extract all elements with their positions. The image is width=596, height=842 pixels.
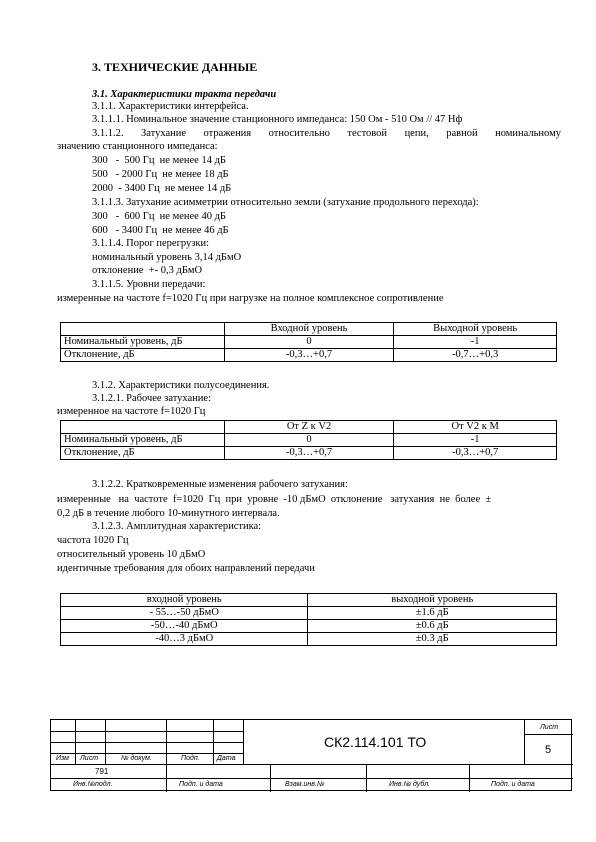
text-line: 3.1.2.2. Кратковременные изменения рабочего затухания: bbox=[92, 479, 348, 490]
table-header-row bbox=[61, 323, 557, 336]
range-line: 2000 - 3400 Гц не менее 14 дБ bbox=[92, 183, 232, 194]
table-row bbox=[61, 447, 557, 460]
table-cell: -40…3 дБмО bbox=[61, 633, 308, 646]
text-line: номинальный уровень 3,14 дБмО bbox=[92, 252, 242, 263]
text-line: 3.1.1.4. Порог перегрузки: bbox=[92, 238, 210, 249]
table-row bbox=[61, 349, 557, 362]
table-cell: -0,3…+0,7 bbox=[224, 447, 394, 460]
range-line: 300 - 500 Гц не менее 14 дБ bbox=[92, 155, 226, 166]
half-connection-table bbox=[60, 420, 557, 460]
table-cell: Отклонение, дБ bbox=[61, 447, 225, 460]
text-line: отклонение +- 0,3 дБмО bbox=[92, 265, 203, 276]
stamp-column-label: Подп. bbox=[181, 755, 200, 762]
table-header-cell: Входной уровень bbox=[224, 323, 394, 336]
table-cell: -50…-40 дБмО bbox=[61, 620, 308, 633]
stamp-column-label: Дата bbox=[217, 755, 236, 762]
table-header-cell: входной уровень bbox=[61, 594, 308, 607]
stamp-column-label: Лист bbox=[80, 755, 99, 762]
sheet-number: 5 bbox=[545, 744, 552, 756]
stamp-footer-label: Инв.№ дубл. bbox=[389, 781, 431, 788]
text-line: 3.1.1. Характеристики интерфейса. bbox=[92, 101, 249, 112]
title-block-stamp bbox=[50, 719, 572, 791]
text-line: частота 1020 Гц bbox=[57, 535, 129, 546]
stamp-footer-label: Инв.№подл. bbox=[73, 781, 113, 788]
table-row bbox=[61, 620, 557, 633]
table-cell: -1 bbox=[394, 336, 557, 349]
stamp-column-label: № докум. bbox=[121, 755, 152, 762]
table-cell: ±1.6 дБ bbox=[308, 607, 557, 620]
table-cell: 0 bbox=[224, 434, 394, 447]
inventory-number: 791 bbox=[95, 767, 109, 776]
table-header-row bbox=[61, 594, 557, 607]
table-cell: Номинальный уровень, дБ bbox=[61, 434, 225, 447]
document-code: СК2.114.101 ТО bbox=[324, 734, 427, 750]
stamp-footer-label: Подп. и дата bbox=[179, 781, 223, 788]
table-header-row bbox=[61, 421, 557, 434]
table-cell: -0,3…+0,7 bbox=[224, 349, 394, 362]
text-line: измеренные на частоте f=1020 Гц при нагрузке на полное комплексное сопротивление bbox=[57, 293, 444, 304]
table-cell: -1 bbox=[394, 434, 557, 447]
table-row bbox=[61, 336, 557, 349]
table-header-cell: От Z к V2 bbox=[224, 421, 394, 434]
table-header-cell: От V2 к M bbox=[394, 421, 557, 434]
table-cell: ±0.6 дБ bbox=[308, 620, 557, 633]
table-cell: - 55…-50 дБмО bbox=[61, 607, 308, 620]
text-line: 3.1.2.1. Рабочее затухание: bbox=[92, 393, 211, 404]
table-cell: ±0.3 дБ bbox=[308, 633, 557, 646]
stamp-footer-label: Подп. и дата bbox=[491, 781, 535, 788]
text-line: 3.1.1.2. Затухание отражения относительно тестовой цепи, равной номинальному bbox=[92, 128, 561, 139]
amplitude-table bbox=[60, 593, 557, 646]
text-line: измеренные на частоте f=1020 Гц при уровне -10 дБмО отклонение затухания не более ± bbox=[57, 494, 492, 505]
table-header-cell: Выходной уровень bbox=[394, 323, 557, 336]
table-cell: -0,7…+0,3 bbox=[394, 349, 557, 362]
stamp-column-label: Изм bbox=[56, 755, 69, 762]
table-cell: Отклонение, дБ bbox=[61, 349, 225, 362]
table-row bbox=[61, 607, 557, 620]
table-row bbox=[61, 633, 557, 646]
text-line: 3.1.2.3. Амплитудная характеристика: bbox=[92, 521, 262, 532]
text-line: измеренное на частоте f=1020 Гц bbox=[57, 406, 206, 417]
section-title: 3. ТЕХНИЧЕСКИЕ ДАННЫЕ bbox=[92, 60, 258, 74]
subsection-heading: 3.1. Характеристики тракта передачи bbox=[92, 89, 277, 100]
text-line: 3.1.1.3. Затухание асимметрии относительно земли (затухание продольного перехода): bbox=[92, 197, 479, 208]
text-line: 0,2 дБ в течение любого 10-минутного интервала. bbox=[57, 508, 280, 519]
table-header-cell bbox=[61, 421, 225, 434]
text-line: идентичные требования для обоих направлений передачи bbox=[57, 563, 315, 574]
text-line: относительный уровень 10 дБмО bbox=[57, 549, 206, 560]
stamp-footer-label: Взам.инв.№ bbox=[285, 781, 325, 788]
sheet-label: Лист bbox=[540, 724, 559, 731]
text-line: 3.1.1.5. Уровни передачи: bbox=[92, 279, 206, 290]
range-line: 600 - 3400 Гц не менее 46 дБ bbox=[92, 225, 229, 236]
text-line: 3.1.2. Характеристики полусоединения. bbox=[92, 380, 270, 391]
table-header-cell bbox=[61, 323, 225, 336]
table-header-cell: выходной уровень bbox=[308, 594, 557, 607]
table-cell: 0 bbox=[224, 336, 394, 349]
text-line: 3.1.1.1. Номинальное значение станционного импеданса: 150 Ом - 510 Ом // 47 Нф bbox=[92, 114, 463, 125]
text-line: значению станционного импеданса: bbox=[57, 141, 218, 152]
table-cell: -0,3…+0,7 bbox=[394, 447, 557, 460]
table-cell: Номинальный уровень, дБ bbox=[61, 336, 225, 349]
range-line: 500 - 2000 Гц не менее 18 дБ bbox=[92, 169, 229, 180]
range-line: 300 - 600 Гц не менее 40 дБ bbox=[92, 211, 226, 222]
table-row bbox=[61, 434, 557, 447]
levels-table bbox=[60, 322, 557, 362]
